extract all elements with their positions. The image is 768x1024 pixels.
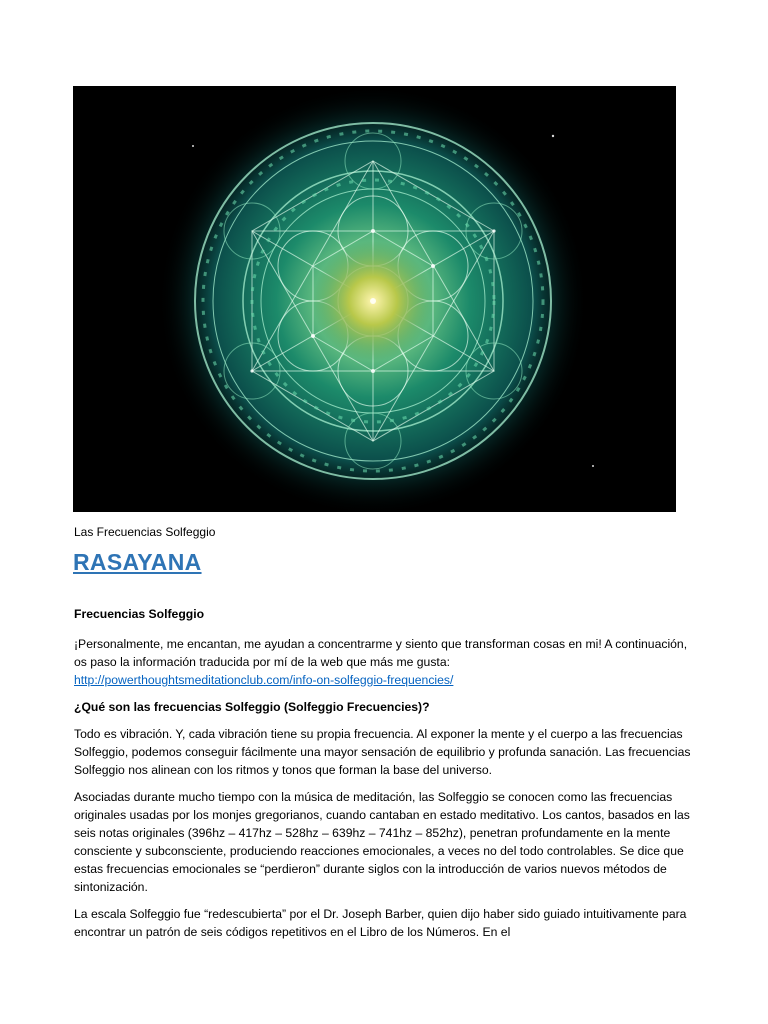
intro-paragraph: [74, 635, 692, 689]
question-heading: ¿Qué son las frecuencias Solfeggio (Solfeggio Frecuencies)?: [74, 700, 430, 714]
hero-image: [73, 86, 676, 512]
article-body: [74, 605, 692, 950]
paragraph-barber: La escala Solfeggio fue “redescubierta” por el Dr. Joseph Barber, quien dijo haber sido guiado intuitivamente para encontrar un patrón de seis códigos repetitivos en el Libro de los Números. En el: [74, 907, 687, 939]
paragraph-vibration: Todo es vibración. Y, cada vibración tiene su propia frecuencia. Al exponer la mente y el cuerpo a las frecuencias Solfeggio, podemos conseguir fácilmente una mayor sensación de equilibrio y profunda sanación. Las frecuencias Solfeggio nos alinean con los ritmos y tonos que forman la base del universo.: [74, 727, 691, 777]
metatron-cube-mandala-image: [73, 86, 676, 512]
source-link[interactable]: http://powerthoughtsmeditationclub.com/info-on-solfeggio-frequencies/: [74, 673, 454, 687]
section-title: Frecuencias Solfeggio: [74, 607, 205, 621]
image-caption: Las Frecuencias Solfeggio: [74, 525, 216, 539]
intro-text: ¡Personalmente, me encantan, me ayudan a concentrarme y siento que transforman cosas en mi! A continuación, os paso la información traducida por mí de la web que más me gusta:: [74, 637, 688, 669]
paragraph-gregorian: Asociadas durante mucho tiempo con la música de meditación, las Solfeggio se conocen como las frecuencias originales usadas por los monjes gregorianos, cuando cantaban en estado meditativo. Los cantos, basados en las seis notas originales (396hz – 417hz – 528hz – 639hz – 741hz – 852hz), penetran profundamente en la mente consciente y subconsciente, produciendo reacciones emocionales, a veces no del todo controlables. Se dice que estas frecuencias emocionales se “perdieron” durante siglos con la introducción de varios nuevos métodos de sintonización.: [74, 790, 690, 894]
brand-link[interactable]: RASAYANA: [73, 549, 202, 575]
